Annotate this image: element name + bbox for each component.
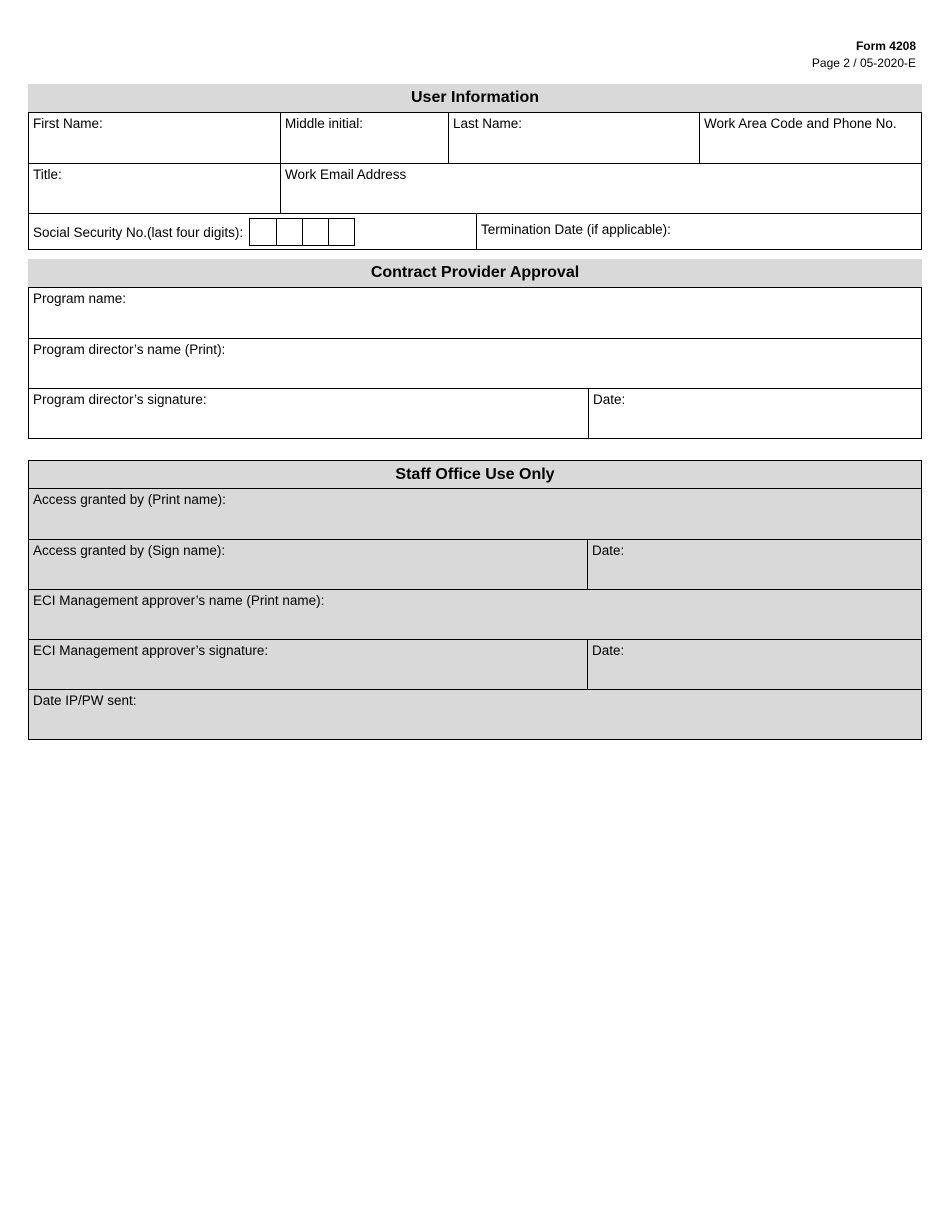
ssn-digit-box[interactable] [250, 219, 276, 245]
approver-signature-label: ECI Management approver’s signature: [33, 643, 269, 658]
middle-initial-field[interactable] [280, 113, 448, 163]
approver-name-row [29, 589, 921, 639]
approver-signature-field[interactable] [29, 640, 587, 689]
title-field[interactable] [29, 164, 280, 213]
director-name-label: Program director’s name (Print): [33, 342, 226, 357]
access-sign-label: Access granted by (Sign name): [33, 543, 226, 558]
staff-office-grid [29, 489, 921, 739]
program-name-row [29, 288, 921, 338]
title-label: Title: [33, 167, 62, 182]
access-sign-row [29, 539, 921, 589]
ssn-label: Social Security No.(last four digits): [33, 225, 244, 240]
ssn-digit-box[interactable] [302, 219, 328, 245]
name-row [29, 113, 921, 163]
approver-date-field[interactable] [587, 640, 921, 689]
access-date-label: Date: [592, 543, 625, 558]
approver-name-label: ECI Management approver’s name (Print name): [33, 593, 325, 608]
contract-provider-section [28, 259, 922, 439]
access-date-field[interactable] [587, 540, 921, 589]
first-name-field[interactable] [29, 113, 280, 163]
termination-date-field[interactable] [476, 214, 921, 249]
ippw-sent-row [29, 689, 921, 739]
approver-date-label: Date: [592, 643, 625, 658]
access-print-label: Access granted by (Print name): [33, 492, 226, 507]
access-print-row [29, 489, 921, 539]
contract-provider-title: Contract Provider Approval [28, 259, 922, 287]
ssn-digit-box[interactable] [328, 219, 354, 245]
approver-name-field[interactable] [29, 590, 921, 639]
user-information-title: User Information [28, 84, 922, 112]
last-name-field[interactable] [448, 113, 699, 163]
ssn-digit-box[interactable] [276, 219, 302, 245]
phone-label: Work Area Code and Phone No. [704, 116, 897, 131]
page-info: Page 2 / 05-2020-E [811, 56, 916, 70]
ssn-field [29, 214, 476, 249]
last-name-label: Last Name: [453, 116, 523, 131]
access-sign-field[interactable] [29, 540, 587, 589]
director-date-field[interactable] [588, 389, 921, 438]
director-name-field[interactable] [29, 339, 921, 388]
program-name-field[interactable] [29, 288, 921, 338]
access-print-field[interactable] [29, 489, 921, 539]
contract-provider-grid [28, 287, 922, 439]
user-information-grid [28, 112, 922, 250]
form-number: Form 4208 [855, 39, 916, 53]
staff-office-title: Staff Office Use Only [29, 461, 921, 489]
director-name-row [29, 338, 921, 388]
ssn-row [29, 213, 921, 249]
termination-date-label: Termination Date (if applicable): [481, 222, 671, 237]
email-label: Work Email Address [285, 167, 407, 182]
middle-initial-label: Middle initial: [285, 116, 364, 131]
director-signature-label: Program director’s signature: [33, 392, 207, 407]
ssn-boxes [249, 218, 355, 246]
ippw-sent-field[interactable] [29, 690, 921, 739]
email-field[interactable] [280, 164, 921, 213]
user-information-section [28, 84, 922, 250]
ippw-sent-label: Date IP/PW sent: [33, 693, 137, 708]
form-header [812, 38, 916, 72]
approver-signature-row [29, 639, 921, 689]
director-signature-row [29, 388, 921, 438]
director-date-label: Date: [593, 392, 626, 407]
phone-field[interactable] [699, 113, 921, 163]
director-signature-field[interactable] [29, 389, 588, 438]
first-name-label: First Name: [33, 116, 103, 131]
program-name-label: Program name: [33, 291, 127, 306]
title-email-row [29, 163, 921, 213]
staff-office-section [28, 460, 922, 740]
